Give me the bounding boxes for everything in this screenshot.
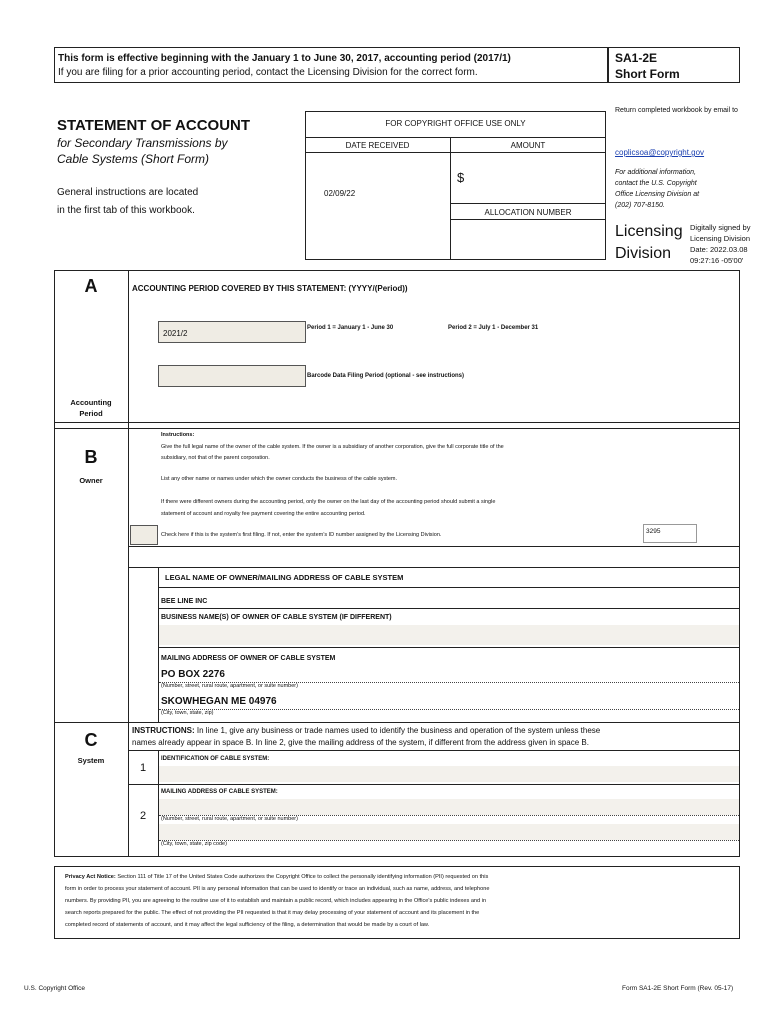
owner-street-value[interactable]: PO BOX 2276 xyxy=(161,669,225,680)
contact-info-2: contact the U.S. Copyright xyxy=(615,180,697,187)
owner-instruction-3a: If there were different owners during the accounting period, only the owner on the last day of the accounting period should submit a single xyxy=(161,499,496,505)
owner-street-caption: (Number, street, rural route, apartment, or suite number) xyxy=(161,683,298,689)
system-city-caption: (City, town, state, zip code) xyxy=(161,841,227,847)
business-names-field[interactable] xyxy=(159,625,739,645)
accounting-period-field[interactable] xyxy=(158,321,306,343)
line-2-number: 2 xyxy=(139,810,147,822)
legal-name-label: LEGAL NAME OF OWNER/MAILING ADDRESS OF CABLE SYSTEM xyxy=(165,573,404,582)
first-filing-label: Check here if this is the system’s first filing. If not, enter the system’s ID number assigned by the Licensing Division. xyxy=(161,532,442,538)
period-1-definition: Period 1 = January 1 - June 30 xyxy=(307,325,394,331)
signature-detail-4: 09:27:16 -05'00' xyxy=(690,256,744,265)
privacy-line-1 xyxy=(65,874,488,880)
privacy-label: Privacy Act Notice: xyxy=(65,874,116,880)
amount-label: AMOUNT xyxy=(510,141,546,150)
owner-instructions-label: Instructions: xyxy=(161,432,195,438)
date-received-label: DATE RECEIVED xyxy=(345,141,410,150)
line-1-number: 1 xyxy=(139,762,147,774)
page-subtitle-1: for Secondary Transmissions by xyxy=(57,136,228,150)
system-instructions-label: INSTRUCTIONS: xyxy=(132,726,195,735)
system-identification-field[interactable] xyxy=(159,766,739,782)
footer-right: Form SA1-2E Short Form (Rev. 05-17) xyxy=(622,985,734,992)
privacy-line-4: search reports prepared for the public. The effect of not providing the PII requested is that it may delay processing of your statement of account and its placement in the xyxy=(65,910,480,916)
owner-city-caption: (City, town, state, zip) xyxy=(161,710,214,716)
general-instructions-1: General instructions are located xyxy=(57,187,199,198)
section-a-label-2: Period xyxy=(79,409,103,418)
footer-left: U.S. Copyright Office xyxy=(24,985,85,992)
office-use-heading: FOR COPYRIGHT OFFICE USE ONLY xyxy=(385,119,526,128)
legal-name-value[interactable]: BEE LINE INC xyxy=(161,598,208,605)
system-city-field[interactable] xyxy=(159,824,739,840)
form-code: SA1-2E xyxy=(615,51,658,65)
system-mailing-address-label: MAILING ADDRESS OF CABLE SYSTEM: xyxy=(161,789,278,795)
system-id-value: 3295 xyxy=(646,528,661,535)
system-instructions-text-1: In line 1, give any business or trade names used to identify the business and operation of the system unless these xyxy=(194,726,601,735)
signature-detail-3: Date: 2022.03.08 xyxy=(690,245,748,254)
contact-info-3: Office Licensing Division at xyxy=(615,191,700,198)
system-street-field[interactable] xyxy=(159,799,739,815)
business-names-label: BUSINESS NAME(S) OF OWNER OF CABLE SYSTEM (IF DIFFERENT) xyxy=(161,614,392,621)
signature-name-2: Division xyxy=(615,245,672,262)
contact-info-1: For additional information, xyxy=(615,169,696,176)
mailing-address-label: MAILING ADDRESS OF OWNER OF CABLE SYSTEM xyxy=(161,655,336,662)
section-a-label-1: Accounting xyxy=(70,398,112,407)
system-street-caption: (Number, street, rural route, apartment, or suite number) xyxy=(161,816,298,822)
section-b-letter: B xyxy=(84,447,98,467)
section-a-letter: A xyxy=(84,276,98,296)
page-title: STATEMENT OF ACCOUNT xyxy=(57,117,251,134)
form-type: Short Form xyxy=(615,67,680,81)
email-link[interactable]: coplicsoa@copyright.gov xyxy=(615,148,705,157)
owner-instruction-1b: subsidiary, not that of the parent corporation. xyxy=(161,455,270,461)
barcode-period-field[interactable] xyxy=(158,365,306,387)
general-instructions-2: in the first tab of this workbook. xyxy=(57,205,195,216)
amount-dollar-sign: $ xyxy=(457,170,465,185)
barcode-period-label: Barcode Data Filing Period (optional - see instructions) xyxy=(307,373,465,379)
allocation-number-label: ALLOCATION NUMBER xyxy=(484,208,572,217)
signature-name-1: Licensing xyxy=(615,223,683,240)
date-received-value: 02/09/22 xyxy=(324,189,356,198)
period-2-definition: Period 2 = July 1 - December 31 xyxy=(448,325,539,331)
accounting-period-value: 2021/2 xyxy=(163,329,188,338)
system-instructions-line-1 xyxy=(132,726,600,735)
effective-notice-line2: If you are filing for a prior accounting period, contact the Licensing Division for the correct form. xyxy=(58,67,478,78)
privacy-text-1: Section 111 of Title 17 of the United States Code authorizes the Copyright Office to collect the personally identifying information (PII) requested on this xyxy=(115,874,489,880)
section-c-label: System xyxy=(77,756,105,765)
owner-city-value[interactable]: SKOWHEGAN ME 04976 xyxy=(161,696,277,707)
section-b-label: Owner xyxy=(79,476,103,485)
return-instructions: Return completed workbook by email to xyxy=(615,107,738,114)
signature-detail-2: Licensing Division xyxy=(690,234,751,243)
system-id-field[interactable] xyxy=(643,524,697,543)
owner-instruction-3b: statement of account and royalty fee payment covering the entire accounting period. xyxy=(161,511,366,517)
privacy-line-3: numbers. By providing PII, you are agreeing to the routine use of it to establish and maintain a public record, which includes appearing in the Office's public indexes and in xyxy=(65,898,487,904)
contact-info-4: (202) 707-8150. xyxy=(615,202,665,209)
first-filing-checkbox[interactable] xyxy=(130,525,158,545)
system-identification-label: IDENTIFICATION OF CABLE SYSTEM: xyxy=(161,756,270,762)
privacy-line-2: form in order to process your statement of account. PII is any personal information that can be used to identify or trace an individual, such as name, address, and telephone xyxy=(65,886,490,892)
signature-detail-1: Digitally signed by xyxy=(690,223,751,232)
page-subtitle-2: Cable Systems (Short Form) xyxy=(57,152,210,166)
owner-instruction-2: List any other name or names under which the owner conducts the business of the cable system. xyxy=(161,476,398,482)
effective-notice-line1: This form is effective beginning with the January 1 to June 30, 2017, accounting period (2017/1) xyxy=(58,53,511,64)
office-use-box xyxy=(305,111,606,260)
privacy-line-5: completed record of statements of account, and it may affect the legal sufficiency of the filing, a determination that would be made by a court of law. xyxy=(65,922,430,928)
section-c-letter: C xyxy=(84,730,98,750)
section-a-heading: ACCOUNTING PERIOD COVERED BY THIS STATEMENT: (YYYY/(Period)) xyxy=(132,284,408,293)
system-instructions-line-2: names already appear in space B. In line 2, give the mailing address of the system, if different from the address given in space B. xyxy=(132,738,589,747)
owner-instruction-1a: Give the full legal name of the owner of the cable system. If the owner is a subsidiary of another corporation, give the full corporate title of the xyxy=(161,444,504,450)
